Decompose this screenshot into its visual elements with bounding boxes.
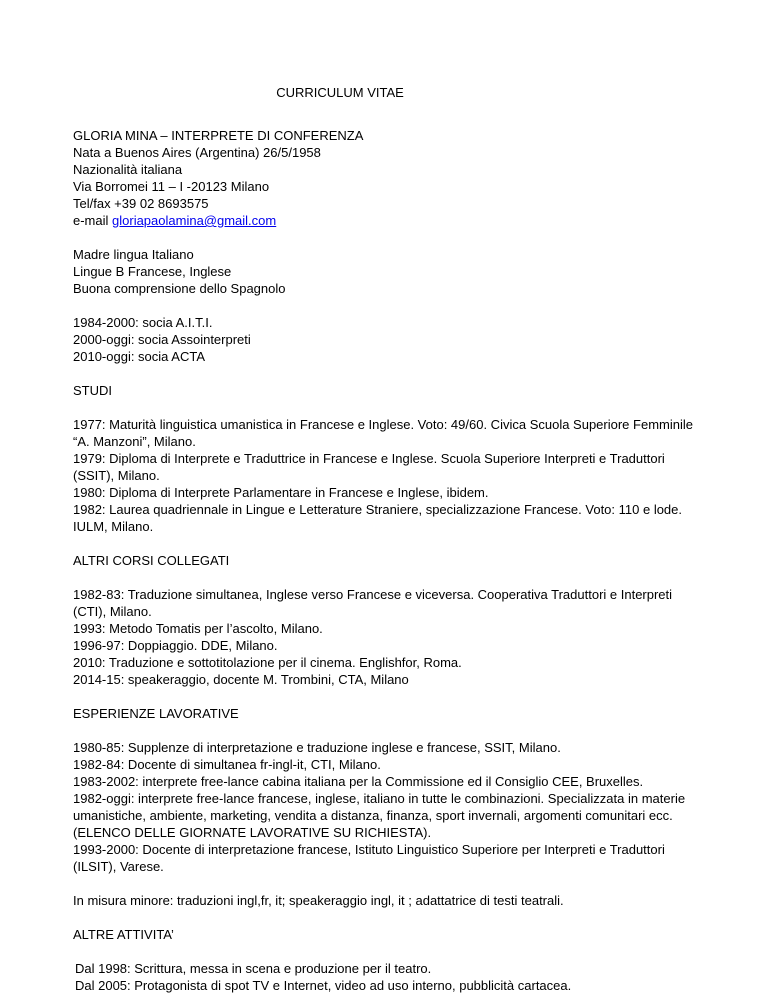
phone-line: Tel/fax +39 02 8693575 <box>73 196 209 211</box>
document-title: CURRICULUM VITAE <box>276 85 404 100</box>
studi-line: (SSIT), Milano. <box>73 468 160 483</box>
esperienze-line: 1982-84: Docente di simultanea fr-ingl-it, CTI, Milano. <box>73 757 381 772</box>
corsi-line: 2010: Traduzione e sottotitolazione per il cinema. Englishfor, Roma. <box>73 655 462 670</box>
section-heading-corsi: ALTRI CORSI COLLEGATI <box>73 553 230 568</box>
studi-line: 1982: Laurea quadriennale in Lingue e Letterature Straniere, specializzazione Francese. Voto: 110 e lode. <box>73 502 683 517</box>
corsi-line: 1996-97: Doppiaggio. DDE, Milano. <box>73 638 278 653</box>
misura-minore-line: In misura minore: traduzioni ingl,fr, it; speakeraggio ingl, it ; adattatrice di testi teatrali. <box>73 893 564 908</box>
altre-line: Dal 2005: Protagonista di spot TV e Internet, video ad uso interno, pubblicità cartacea. <box>75 978 572 993</box>
studi-line: 1979: Diploma di Interprete e Traduttrice in Francese e Inglese. Scuola Superiore Interpreti e Traduttori <box>73 451 665 466</box>
corsi-line: (CTI), Milano. <box>73 604 152 619</box>
esperienze-line: 1993-2000: Docente di interpretazione francese, Istituto Linguistico Superiore per Interpreti e Traduttori <box>73 842 665 857</box>
studi-line: “A. Manzoni”, Milano. <box>73 434 196 449</box>
language-line: Madre lingua Italiano <box>73 247 194 262</box>
section-heading-altre: ALTRE ATTIVITA’ <box>73 927 174 942</box>
esperienze-line: (ELENCO DELLE GIORNATE LAVORATIVE SU RICHIESTA). <box>73 825 432 840</box>
cv-content <box>73 127 713 994</box>
esperienze-line: 1982-oggi: interprete free-lance francese, inglese, italiano in tutte le combinazioni. Specializzata in materie <box>73 791 686 806</box>
nationality-line: Nazionalità italiana <box>73 162 183 177</box>
section-heading-studi: STUDI <box>73 383 112 398</box>
address-line: Via Borromei 11 – I -20123 Milano <box>73 179 270 194</box>
studi-line: IULM, Milano. <box>73 519 154 534</box>
email-link[interactable]: gloriapaolamina@gmail.com <box>112 213 277 228</box>
language-line: Buona comprensione dello Spagnolo <box>73 281 286 296</box>
corsi-line: 1993: Metodo Tomatis per l’ascolto, Milano. <box>73 621 323 636</box>
language-line: Lingue B Francese, Inglese <box>73 264 232 279</box>
birth-line: Nata a Buenos Aires (Argentina) 26/5/1958 <box>73 145 321 160</box>
altre-line: Dal 1998: Scrittura, messa in scena e produzione per il teatro. <box>75 961 432 976</box>
esperienze-line: 1983-2002: interprete free-lance cabina italiana per la Commissione ed il Consiglio CEE, Bruxelles. <box>73 774 644 789</box>
section-heading-esperienze: ESPERIENZE LAVORATIVE <box>73 706 239 721</box>
studi-line: 1977: Maturità linguistica umanistica in Francese e Inglese. Voto: 49/60. Civica Scuola Superiore Femminile <box>73 417 693 432</box>
esperienze-line: (ILSIT), Varese. <box>73 859 164 874</box>
email-label: e-mail <box>73 213 113 228</box>
corsi-line: 2014-15: speakeraggio, docente M. Trombini, CTA, Milano <box>73 672 409 687</box>
name-line: GLORIA MINA – INTERPRETE DI CONFERENZA <box>73 128 364 143</box>
corsi-line: 1982-83: Traduzione simultanea, Inglese verso Francese e viceversa. Cooperativa Traduttori e Interpreti <box>73 587 673 602</box>
membership-line: 2000-oggi: socia Assointerpreti <box>73 332 251 347</box>
studi-line: 1980: Diploma di Interprete Parlamentare in Francese e Inglese, ibidem. <box>73 485 489 500</box>
esperienze-line: 1980-85: Supplenze di interpretazione e traduzione inglese e francese, SSIT, Milano. <box>73 740 561 755</box>
email-line <box>73 212 713 229</box>
membership-line: 2010-oggi: socia ACTA <box>73 349 205 364</box>
membership-line: 1984-2000: socia A.I.T.I. <box>73 315 213 330</box>
esperienze-line: umanistiche, ambiente, marketing, vendita a distanza, finanza, sport invernali, argomenti comunitari ecc. <box>73 808 673 823</box>
